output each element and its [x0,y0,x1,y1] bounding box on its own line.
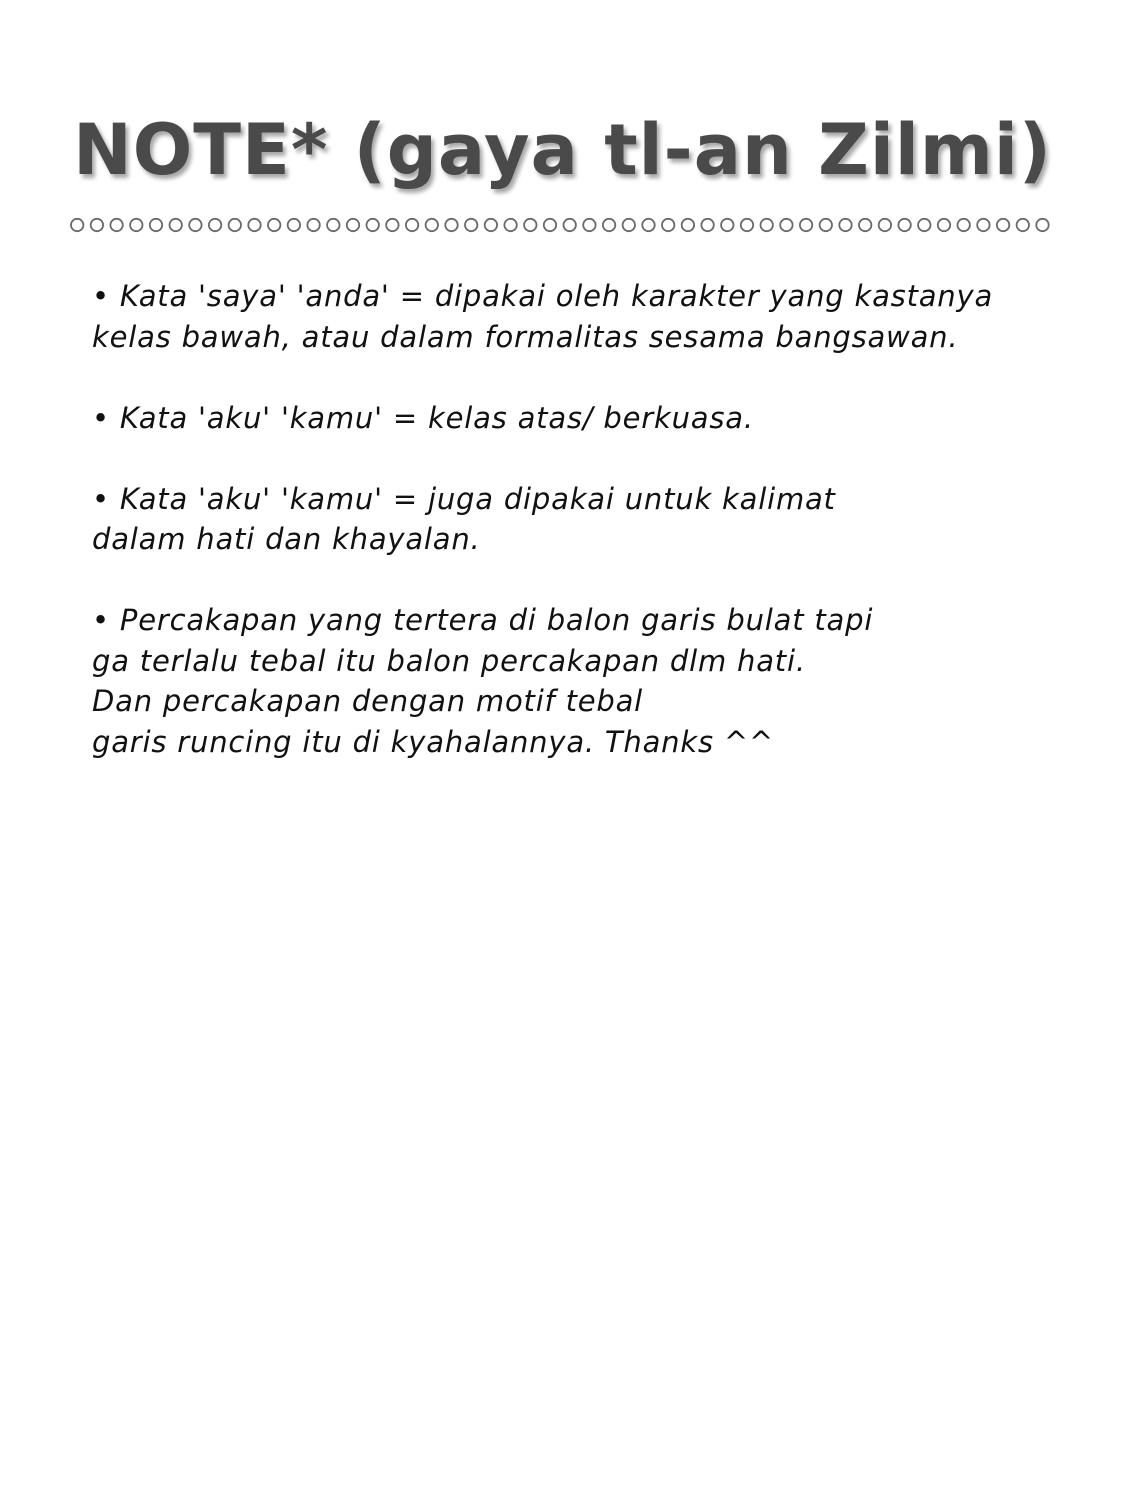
divider-ring [91,219,103,231]
divider-ring [426,219,438,231]
divider-ring [898,219,910,231]
divider-ring [327,219,339,231]
divider-ring [701,219,713,231]
divider-ring [1017,219,1029,231]
divider-ring [347,219,359,231]
divider-ring [248,219,260,231]
divider-ring [504,219,516,231]
divider-ring [859,219,871,231]
note-line: garis runcing itu di kyahalannya. Thanks ^^ [92,724,775,759]
divider-ring [367,219,379,231]
divider-ring [1036,219,1048,231]
divider-ring [406,219,418,231]
divider-ring [918,219,930,231]
divider-ring [780,219,792,231]
note-item-4 [92,600,1052,762]
divider-ring [564,219,576,231]
note-item-3 [92,479,1052,560]
divider-ring [229,219,241,231]
page-title: NOTE* (gaya tl-an Zilmi) [73,109,1052,191]
divider-ring [741,219,753,231]
divider-ring [288,219,300,231]
divider-ring [465,219,477,231]
divider-ring [386,219,398,231]
divider-ring [662,219,674,231]
note-line: • Kata 'aku' 'kamu' = kelas atas/ berkuasa. [92,400,754,435]
note-line: dalam hati dan khayalan. [92,522,481,556]
divider-ring [682,219,694,231]
divider-ring [938,219,950,231]
divider-ring [209,219,221,231]
note-line: Dan percakapan dengan motif tebal [92,684,644,718]
divider-ring [958,219,970,231]
divider-ring [800,219,812,231]
divider-ring [879,219,891,231]
notes-list [92,276,1052,803]
divider-ring [761,219,773,231]
divider-ring [623,219,635,231]
note-line: • Kata 'aku' 'kamu' = juga dipakai untuk kalimat [92,481,836,516]
circle-divider [70,214,1055,236]
divider-ring [170,219,182,231]
note-item-2 [92,398,1052,439]
divider-ring [268,219,280,231]
divider-ring [130,219,142,231]
divider-ring [445,219,457,231]
divider-ring [603,219,615,231]
divider-ring [997,219,1009,231]
note-line: • Kata 'saya' 'anda' = dipakai oleh karakter yang kastanya [92,279,994,313]
divider-ring [977,219,989,231]
divider-ring [189,219,201,231]
divider-ring [307,219,319,231]
note-line: ga terlalu tebal itu balon percakapan dlm hati. [92,643,806,678]
note-line: • Percakapan yang tertera di balon garis bulat tapi [92,603,874,637]
divider-ring [485,219,497,231]
note-line: kelas bawah, atau dalam formalitas sesama bangsawan. [92,319,959,354]
divider-ring [721,219,733,231]
note-item-1 [92,276,1052,357]
divider-ring [71,219,83,231]
divider-ring [544,219,556,231]
divider-ring [583,219,595,231]
divider-ring [150,219,162,231]
divider-ring [642,219,654,231]
divider-ring [110,219,122,231]
divider-ring [839,219,851,231]
divider-ring [524,219,536,231]
divider-ring [820,219,832,231]
